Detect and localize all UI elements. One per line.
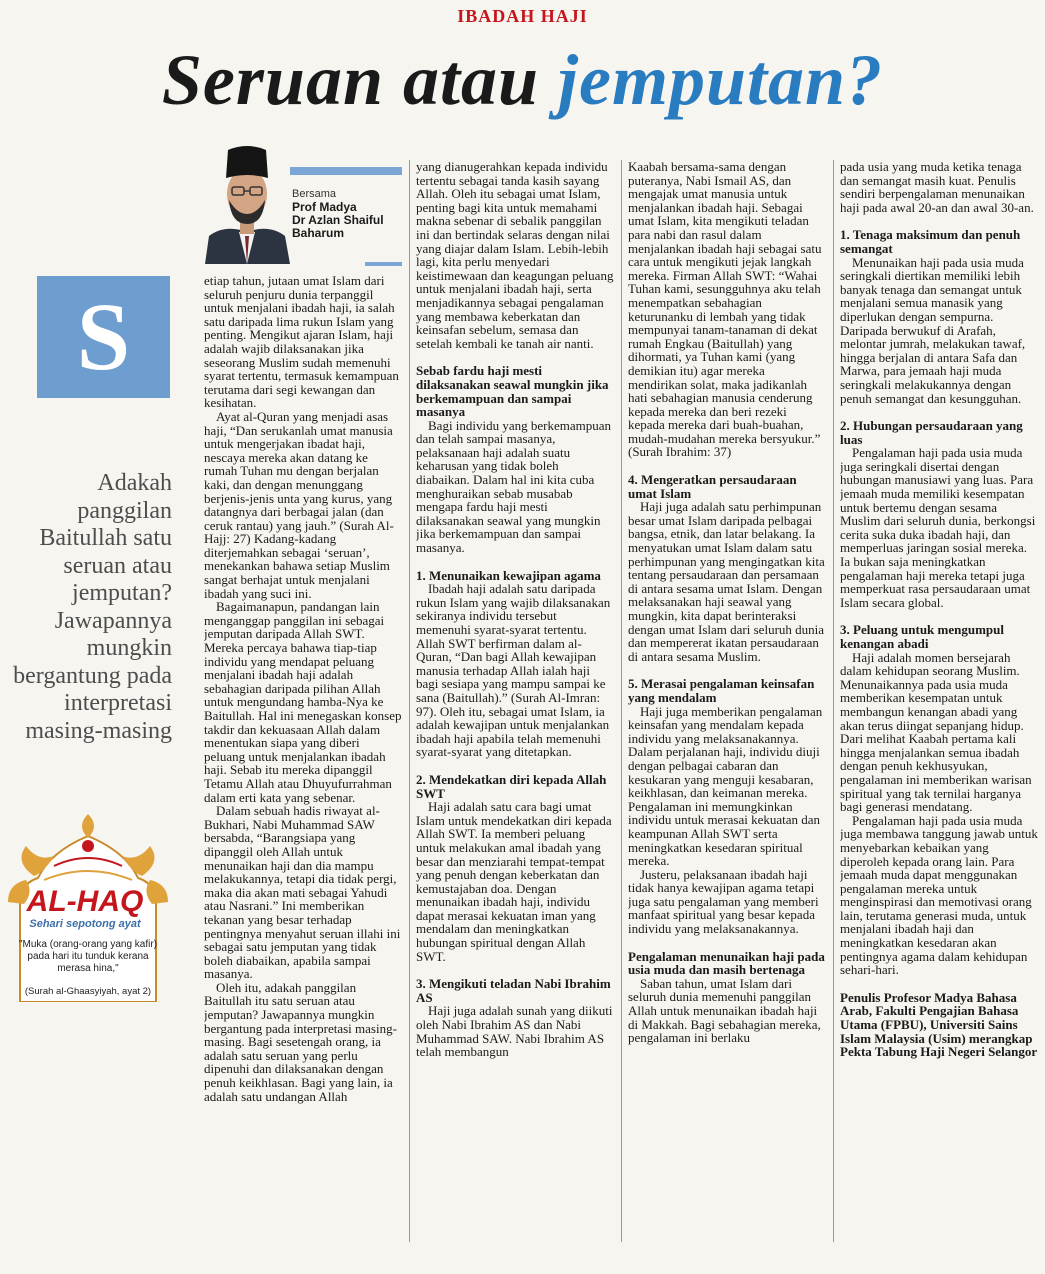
body-paragraph: yang dianugerahkan kepada individu tertentu sebagai tanda kasih sayang Allah. Oleh itu sebagai umat Islam, penting bagi kita untuk memahami makna sebenar di sebalik panggilan ini dan bertindak selaras dengan nilai yang diajar dalam Islam. Lebih-lebih lagi, kita perlu menyedari keistimewaan dan keagungan peluang untuk menjalani ibadah haji, serta menjadikannya sebagai pengalaman yang membawa keberkatan dan keinsafan sebelum, semasa dan setelah kembali ke tanah air nanti. bbox=[416, 160, 614, 351]
column-divider bbox=[833, 160, 834, 1242]
body-paragraph: Ibadah haji adalah satu daripada rukun Islam yang wajib dilaksanakan sekiranya individu tersebut memenuhi syarat-syarat tertentu. Allah SWT berfirman dalam al-Quran, “Dan bagi Allah kewajipan manusia terhadap Allah ialah haji bagi sesiapa yang mampu sampai ke sana (Baitullah).” (Surah Al-Imran: 97). Oleh itu, sebagai umat Islam, ia adalah kewajipan untuk menjalankan ibadah haji apabila telah memenuhi syarat-syarat yang ditetapkan. bbox=[416, 581, 611, 760]
body-paragraph: Haji juga adalah satu perhimpunan besar umat Islam daripada pelbagai bangsa, etnik, dan latar belakang. Ia menyatukan umat Islam dalam satu perhimpunan yang mengingatkan kita tentang persaudaraan dan persamaan di antara sesama umat Islam. Dengan melaksanakan haji seawal yang mungkin, kita dapat berinteraksi dengan umat Islam dari seluruh dunia dan mempererat ikatan persaudaraan di antara sesama Muslim. bbox=[628, 499, 825, 664]
article-column-4 bbox=[840, 160, 1038, 1242]
badge-verse-source: (Surah al-Ghaasyiyah, ayat 2) bbox=[24, 986, 152, 997]
section-heading: 5. Merasai pengalaman keinsafan yang mendalam bbox=[628, 676, 815, 705]
section-heading: 1. Menunaikan kewajipan agama bbox=[416, 567, 601, 583]
body-paragraph: Menunaikan haji pada usia muda seringkali diertikan memiliki lebih banyak tenaga dan semangat untuk menjalani semua manasik yang diperlukan dengan sempurna. Daripada berwukuf di Arafah, melontar jumrah, melakukan tawaf, hingga berjalan di antara Safa dan Marwa, para jemaah haji muda seringkali melakukannya dengan penuh semangat dan kesungguhan. bbox=[840, 254, 1026, 406]
badge-title: AL-HAQ bbox=[26, 885, 144, 918]
pull-quote: Adakah panggilan Baitullah satu seruan atau jemputan? Jawapannya mungkin bergantung pada interpretasi masing-masing bbox=[13, 470, 172, 744]
body-paragraph: Haji adalah satu cara bagi umat Islam untuk mendekatkan diri kepada Allah SWT. Ia memberi peluang untuk melakukan amal ibadah yang besar dan menziarahi tempat-tempat yang penuh dengan keberkatan dan kemustajaban doa. Dengan menunaikan ibadah haji, individu dapat merasai kekuatan iman yang mendalam dan meningkatkan hubungan spiritual dengan Allah SWT. bbox=[416, 799, 612, 964]
body-paragraph: Pengalaman haji pada usia muda juga seringkali disertai dengan hubungan manusiawi yang luas. Para jemaah muda memiliki kesempatan untuk bertemu dengan sesama Muslim dari seluruh dunia, berkongsi cerita suka duka ibadah haji, dan memperluas jaringan sosial mereka. Ia bukan saja meningkatkan pengalaman haji mereka tetapi juga memperkuat rasa persaudaraan umat Islam secara global. bbox=[840, 445, 1036, 610]
byline-accent-bar-small bbox=[365, 262, 402, 266]
column-divider bbox=[621, 160, 622, 1242]
author-name-line-3: Baharum bbox=[292, 226, 345, 240]
column-divider bbox=[409, 160, 410, 1242]
section-heading: 3. Peluang untuk mengumpul kenangan abadi bbox=[840, 622, 1004, 651]
headline-part-1: Seruan atau bbox=[161, 40, 559, 120]
headline bbox=[0, 36, 1045, 124]
section-rubric: IBADAH HAJI bbox=[457, 6, 588, 26]
badge-subtitle: Sehari sepotong ayat bbox=[29, 918, 141, 930]
section-heading: 2. Hubungan persaudaraan yang luas bbox=[840, 418, 1023, 447]
section-heading: 1. Tenaga maksimum dan penuh semangat bbox=[840, 227, 1021, 256]
article-column-2 bbox=[416, 160, 614, 1242]
body-paragraph: Oleh itu, adakah panggilan Baitullah itu satu seruan atau jemputan? Jawapannya mungkin bergantung pada interpretasi masing-masing. Bagi sesetengah orang, ia adalah satu seruan yang perlu dipenuhi dan dilaksanakan dengan penuh keikhlasan. Bagi yang lain, ia adalah satu undangan Allah bbox=[204, 979, 397, 1104]
author-name-line-2: Dr Azlan Shaiful bbox=[292, 213, 384, 227]
author-photo bbox=[205, 132, 290, 264]
section-heading: 3. Mengikuti teladan Nabi Ibrahim AS bbox=[416, 976, 611, 1005]
byline-label: Bersama bbox=[292, 188, 337, 200]
body-paragraph: Kaabah bersama-sama dengan puteranya, Nabi Ismail AS, dan mengajak umat manusia untuk menjalankan ibadah haji. Sebagai umat Islam, kita mengikuti teladan para nabi dan rasul dalam menjalankan ibadah haji sebagai satu cara untuk mengikuti jejak langkah mereka. Firman Allah SWT: “Wahai Tuhan kami, sesungguhnya aku telah menempatkan sebahagian keturunanku di lembah yang tidak mempunyai tanam-tanaman di dekat rumah Engkau (Baitullah) yang dihormati, ya Tuhan kami (yang demikian itu) agar mereka mendirikan solat, maka jadikanlah hati sebahagian manusia cenderung kepada mereka dan beri rezeki kepada mereka dari buah-buahan, mudah-mudahan mereka bersyukur.” (Surah Ibrahim: 37) bbox=[628, 160, 822, 460]
article-column-3 bbox=[628, 160, 826, 1242]
body-paragraph: Haji adalah momen bersejarah dalam kehidupan seorang Muslim. Menunaikannya pada usia muda memberikan kesempatan untuk membangun kenangan abadi yang akan terus diingat sepanjang hidup. Dari melihat Kaabah pertama kali hingga menjalankan semua ibadah dengan penuh kekhusyukan, pengalaman ini memberikan warisan spiritual yang tak ternilai harganya bagi generasi mendatang. bbox=[840, 649, 1032, 815]
section-heading: Sebab fardu haji mesti dilaksanakan seawal mungkin jika berkemampuan dan sampai masanya bbox=[416, 363, 609, 420]
section-heading: 4. Mengeratkan persaudaraan umat Islam bbox=[628, 472, 797, 501]
section-heading: 2. Mendekatkan diri kepada Allah SWT bbox=[416, 771, 607, 801]
body-paragraph: Bagaimanapun, pandangan lain menganggap panggilan ini sebagai jemputan daripada Allah SWT. Mereka percaya bahawa tiap-tiap individu yang mendapat peluang menjalani ibadah haji adalah sebahagian daripada pilihan Allah untuk mengundang hamba-Nya ke Baitullah. Hal ini menegaskan konsep takdir dan kekuasaan Allah dalam menentukan siapa yang diberi peluang untuk menjalankan ibadah haji. Sebab itu mereka dipanggil Tetamu Allah atau Dhuyufurrahman dalam erti kata yang sebenar. bbox=[204, 599, 402, 805]
body-paragraph: Pengalaman haji pada usia muda juga membawa tanggung jawab untuk menyebarkan kebaikan yang diperoleh kepada orang lain. Para jemaah muda dapat menggunakan pengalaman mereka untuk menginspirasi dan memotivasi orang lain, terutama generasi muda, untuk menjalani ibadah haji dan meningkatkan kesedaran akan pentingnya agama dalam kehidupan sehari-hari. bbox=[840, 812, 1038, 978]
byline bbox=[292, 188, 404, 240]
body-paragraph: Bagi individu yang berkemampuan dan telah sampai masanya, pelaksanaan haji adalah suatu keharusan yang tidak boleh diabaikan. Dalam hal ini kita cuba menghuraikan sebab musabab mengapa fardu haji mesti dilaksanakan seawal yang mungkin jika berkemampuan dan sampai masanya. bbox=[416, 417, 612, 556]
body-paragraph: Haji juga memberikan pengalaman keinsafan yang mendalam kepada individu yang melaksanakannya. Dalam perjalanan haji, individu diuji dengan pelbagai cabaran dan kesukaran yang menguji kesabaran, keikhlasan, dan keimanan mereka. Pengalaman ini memungkinkan individu untuk merasai kekuatan dan keampunan Allah SWT serta meningkatkan kesedaran spiritual mereka. bbox=[628, 703, 823, 869]
section-heading: Penulis Profesor Madya Bahasa Arab, Fakulti Pengajian Bahasa Utama (FPBU), Universiti Sains Islam Malaysia (Usim) merangkap Pekta Tabung Haji Negeri Selangor bbox=[840, 989, 1038, 1060]
section-heading: Pengalaman menunaikan haji pada usia muda dan masih bertenaga bbox=[628, 948, 825, 978]
badge-verse: "Muka (orang-orang yang kafir) pada hari itu tunduk kerana merasa hina," bbox=[18, 939, 158, 974]
body-paragraph: Dalam sebuah hadis riwayat al-Bukhari, Nabi Muhammad SAW bersabda, “Barangsiapa yang dipanggil oleh Allah untuk menunaikan haji dan dia mampu melakukannya, tetapi dia tidak pergi, maka dia akan mati sebagai Yahudi atau Nasrani.” Ini memberikan tekanan yang besar terhadap pentingnya menyahut seruan illahi ini sebagai satu jemputan yang tidak boleh diabaikan, apabila sampai masanya. bbox=[204, 803, 401, 982]
article-column-1 bbox=[204, 274, 402, 1242]
body-paragraph: Ayat al-Quran yang menjadi asas haji, “Dan serukanlah umat manusia untuk mengerjakan ibadat haji, nescaya mereka akan datang ke rumah Tuhan mu dengan berjalan kaki, dan dengan menunggang berjenis-jenis unta yang kurus, yang datangnya dari berbagai jalan (dan ceruk rantau) yang jauh.” (Surah Al-Hajj: 27) Kadang-kadang diterjemahkan sebagai ‘seruan’, menekankan bahawa setiap Muslim sangat berhajat untuk menjalani ibadah yang suci ini. bbox=[204, 408, 394, 601]
body-paragraph: etiap tahun, jutaan umat Islam dari seluruh penjuru dunia terpanggil untuk menjalani ibadah haji, ia salah satu daripada lima rukun Islam yang penting. Mengikut ajaran Islam, haji adalah wajib dilaksanakan jika seseorang Muslim sudah memenuhi syarat tertentu, termasuk kemampuan terutama dari segi kewangan dan kesihatan. bbox=[204, 274, 399, 411]
author-name-line-1: Prof Madya bbox=[292, 200, 357, 214]
body-paragraph: Saban tahun, umat Islam dari seluruh dunia memenuhi panggilan Allah untuk menunaikan ibadah haji di Makkah. Bagi sebahagian mereka, pengalaman ini berlaku bbox=[628, 975, 821, 1046]
body-paragraph: Justeru, pelaksanaan ibadah haji tidak hanya kewajipan agama tetapi juga satu pengalaman yang memberi manfaat spiritual yang besar kepada individu yang melaksanakannya. bbox=[628, 866, 819, 937]
drop-cap: S bbox=[37, 276, 170, 398]
body-paragraph: pada usia yang muda ketika tenaga dan semangat masih kuat. Penulis sendiri berpengalaman menunaikan haji pada awal 20-an dan awal 30-an. bbox=[840, 160, 1034, 215]
body-paragraph: Haji juga adalah sunah yang diikuti oleh Nabi Ibrahim AS dan Nabi Muhammad SAW. Nabi Ibrahim AS telah membangun bbox=[416, 1003, 613, 1060]
headline-part-2: jemputan? bbox=[558, 40, 884, 120]
